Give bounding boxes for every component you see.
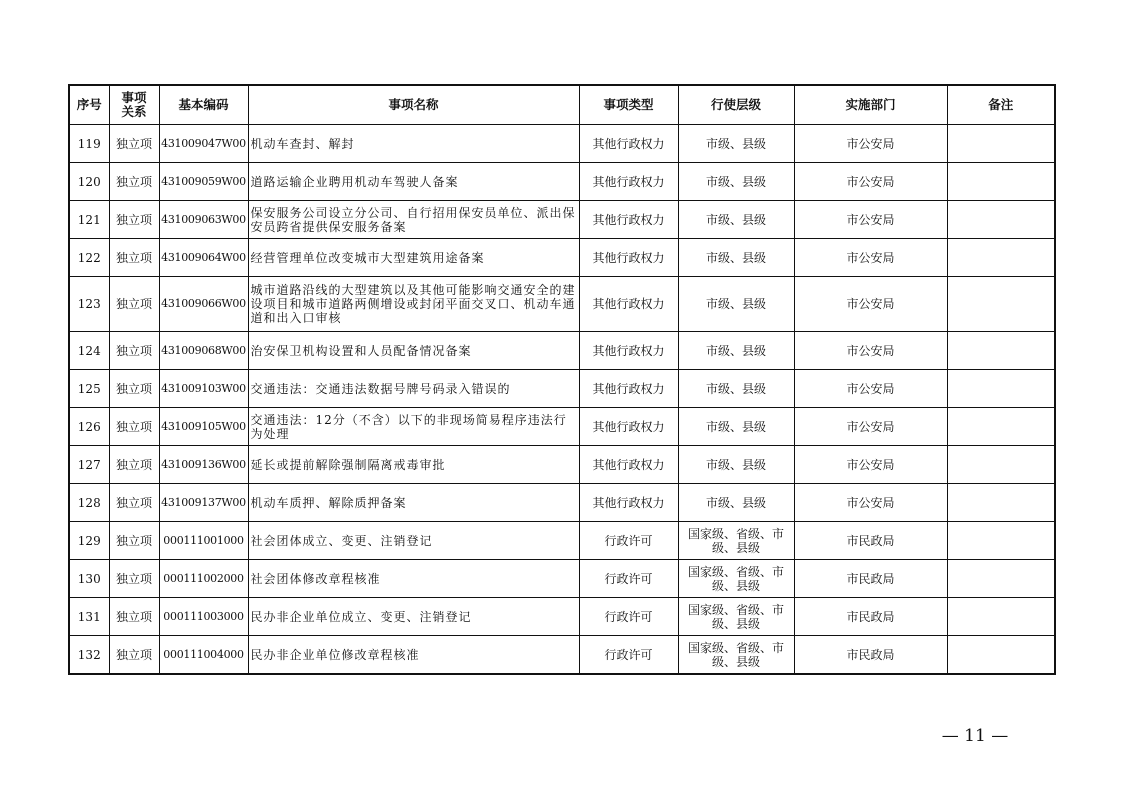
cell-relation: 独立项 (109, 446, 159, 484)
cell-relation: 独立项 (109, 636, 159, 675)
cell-dept: 市公安局 (794, 408, 947, 446)
cell-dept: 市民政局 (794, 598, 947, 636)
cell-name: 社会团体成立、变更、注销登记 (248, 522, 579, 560)
table-row (69, 201, 1055, 239)
cell-no: 126 (69, 408, 109, 446)
cell-dept: 市民政局 (794, 636, 947, 675)
cell-code: 431009068W00 (159, 332, 248, 370)
cell-no: 125 (69, 370, 109, 408)
cell-dept: 市公安局 (794, 446, 947, 484)
cell-note (947, 163, 1055, 201)
cell-relation: 独立项 (109, 332, 159, 370)
cell-type: 行政许可 (579, 636, 678, 675)
cell-relation: 独立项 (109, 522, 159, 560)
cell-type: 其他行政权力 (579, 277, 678, 332)
cell-relation: 独立项 (109, 408, 159, 446)
cell-type: 其他行政权力 (579, 163, 678, 201)
cell-type: 行政许可 (579, 522, 678, 560)
header-level: 行使层级 (678, 85, 794, 125)
cell-relation: 独立项 (109, 163, 159, 201)
cell-level: 市级、县级 (678, 201, 794, 239)
cell-dept: 市公安局 (794, 201, 947, 239)
cell-name: 社会团体修改章程核准 (248, 560, 579, 598)
header-note: 备注 (947, 85, 1055, 125)
cell-code: 000111004000 (159, 636, 248, 675)
header-relation: 事项 关系 (109, 85, 159, 125)
cell-note (947, 277, 1055, 332)
cell-name: 交通违法：12分（不含）以下的非现场简易程序违法行为处理 (248, 408, 579, 446)
cell-no: 123 (69, 277, 109, 332)
cell-no: 131 (69, 598, 109, 636)
header-no: 序号 (69, 85, 109, 125)
cell-note (947, 201, 1055, 239)
cell-relation: 独立项 (109, 484, 159, 522)
cell-note (947, 484, 1055, 522)
table-row (69, 408, 1055, 446)
cell-code: 431009103W00 (159, 370, 248, 408)
cell-note (947, 522, 1055, 560)
cell-name: 民办非企业单位修改章程核准 (248, 636, 579, 675)
cell-type: 其他行政权力 (579, 484, 678, 522)
header-code: 基本编码 (159, 85, 248, 125)
cell-code: 431009066W00 (159, 277, 248, 332)
table-row (69, 560, 1055, 598)
cell-code: 000111001000 (159, 522, 248, 560)
cell-no: 124 (69, 332, 109, 370)
cell-dept: 市民政局 (794, 522, 947, 560)
cell-no: 122 (69, 239, 109, 277)
cell-level: 市级、县级 (678, 163, 794, 201)
cell-code: 000111003000 (159, 598, 248, 636)
cell-type: 其他行政权力 (579, 201, 678, 239)
cell-name: 机动车质押、解除质押备案 (248, 484, 579, 522)
cell-relation: 独立项 (109, 125, 159, 163)
cell-name: 保安服务公司设立分公司、自行招用保安员单位、派出保安员跨省提供保安服务备案 (248, 201, 579, 239)
cell-note (947, 370, 1055, 408)
cell-relation: 独立项 (109, 370, 159, 408)
cell-code: 431009064W00 (159, 239, 248, 277)
table-row (69, 332, 1055, 370)
cell-type: 行政许可 (579, 598, 678, 636)
cell-note (947, 446, 1055, 484)
cell-no: 132 (69, 636, 109, 675)
cell-type: 其他行政权力 (579, 408, 678, 446)
header-dept: 实施部门 (794, 85, 947, 125)
table-body (69, 125, 1055, 675)
table-row (69, 598, 1055, 636)
cell-no: 130 (69, 560, 109, 598)
cell-no: 119 (69, 125, 109, 163)
cell-level: 市级、县级 (678, 370, 794, 408)
cell-dept: 市民政局 (794, 560, 947, 598)
cell-code: 431009059W00 (159, 163, 248, 201)
cell-no: 129 (69, 522, 109, 560)
cell-level: 市级、县级 (678, 332, 794, 370)
page-number: — 11 — (941, 726, 1009, 746)
cell-code: 431009136W00 (159, 446, 248, 484)
cell-name: 延长或提前解除强制隔离戒毒审批 (248, 446, 579, 484)
table-row (69, 522, 1055, 560)
cell-relation: 独立项 (109, 560, 159, 598)
cell-level: 国家级、省级、市级、县级 (678, 636, 794, 675)
cell-level: 市级、县级 (678, 408, 794, 446)
cell-level: 市级、县级 (678, 484, 794, 522)
cell-relation: 独立项 (109, 239, 159, 277)
cell-note (947, 408, 1055, 446)
cell-no: 120 (69, 163, 109, 201)
cell-code: 000111002000 (159, 560, 248, 598)
cell-note (947, 636, 1055, 675)
table-row (69, 163, 1055, 201)
cell-relation: 独立项 (109, 277, 159, 332)
cell-note (947, 560, 1055, 598)
cell-level: 国家级、省级、市级、县级 (678, 560, 794, 598)
cell-level: 国家级、省级、市级、县级 (678, 522, 794, 560)
cell-type: 其他行政权力 (579, 239, 678, 277)
cell-type: 其他行政权力 (579, 332, 678, 370)
cell-dept: 市公安局 (794, 332, 947, 370)
cell-code: 431009137W00 (159, 484, 248, 522)
cell-dept: 市公安局 (794, 277, 947, 332)
cell-type: 行政许可 (579, 560, 678, 598)
cell-level: 市级、县级 (678, 277, 794, 332)
cell-relation: 独立项 (109, 201, 159, 239)
cell-name: 治安保卫机构设置和人员配备情况备案 (248, 332, 579, 370)
cell-level: 市级、县级 (678, 446, 794, 484)
cell-no: 128 (69, 484, 109, 522)
cell-dept: 市公安局 (794, 484, 947, 522)
header-type: 事项类型 (579, 85, 678, 125)
cell-dept: 市公安局 (794, 125, 947, 163)
header-name: 事项名称 (248, 85, 579, 125)
header-row (69, 85, 1055, 125)
cell-no: 127 (69, 446, 109, 484)
table-row (69, 370, 1055, 408)
items-table (68, 84, 1056, 675)
cell-type: 其他行政权力 (579, 125, 678, 163)
cell-name: 道路运输企业聘用机动车驾驶人备案 (248, 163, 579, 201)
table-row (69, 446, 1055, 484)
cell-level: 国家级、省级、市级、县级 (678, 598, 794, 636)
table-row (69, 277, 1055, 332)
cell-type: 其他行政权力 (579, 446, 678, 484)
cell-note (947, 125, 1055, 163)
cell-dept: 市公安局 (794, 239, 947, 277)
cell-code: 431009105W00 (159, 408, 248, 446)
cell-name: 机动车查封、解封 (248, 125, 579, 163)
cell-name: 经营管理单位改变城市大型建筑用途备案 (248, 239, 579, 277)
table-row (69, 636, 1055, 675)
cell-code: 431009047W00 (159, 125, 248, 163)
cell-dept: 市公安局 (794, 163, 947, 201)
cell-name: 交通违法：交通违法数据号牌号码录入错误的 (248, 370, 579, 408)
cell-note (947, 332, 1055, 370)
cell-relation: 独立项 (109, 598, 159, 636)
cell-name: 城市道路沿线的大型建筑以及其他可能影响交通安全的建设项目和城市道路两侧增设或封闭平面交叉口、机动车通道和出入口审核 (248, 277, 579, 332)
cell-no: 121 (69, 201, 109, 239)
cell-name: 民办非企业单位成立、变更、注销登记 (248, 598, 579, 636)
cell-dept: 市公安局 (794, 370, 947, 408)
table-row (69, 484, 1055, 522)
cell-code: 431009063W00 (159, 201, 248, 239)
cell-note (947, 239, 1055, 277)
table-row (69, 239, 1055, 277)
table-row (69, 125, 1055, 163)
cell-note (947, 598, 1055, 636)
cell-level: 市级、县级 (678, 125, 794, 163)
cell-level: 市级、县级 (678, 239, 794, 277)
cell-type: 其他行政权力 (579, 370, 678, 408)
